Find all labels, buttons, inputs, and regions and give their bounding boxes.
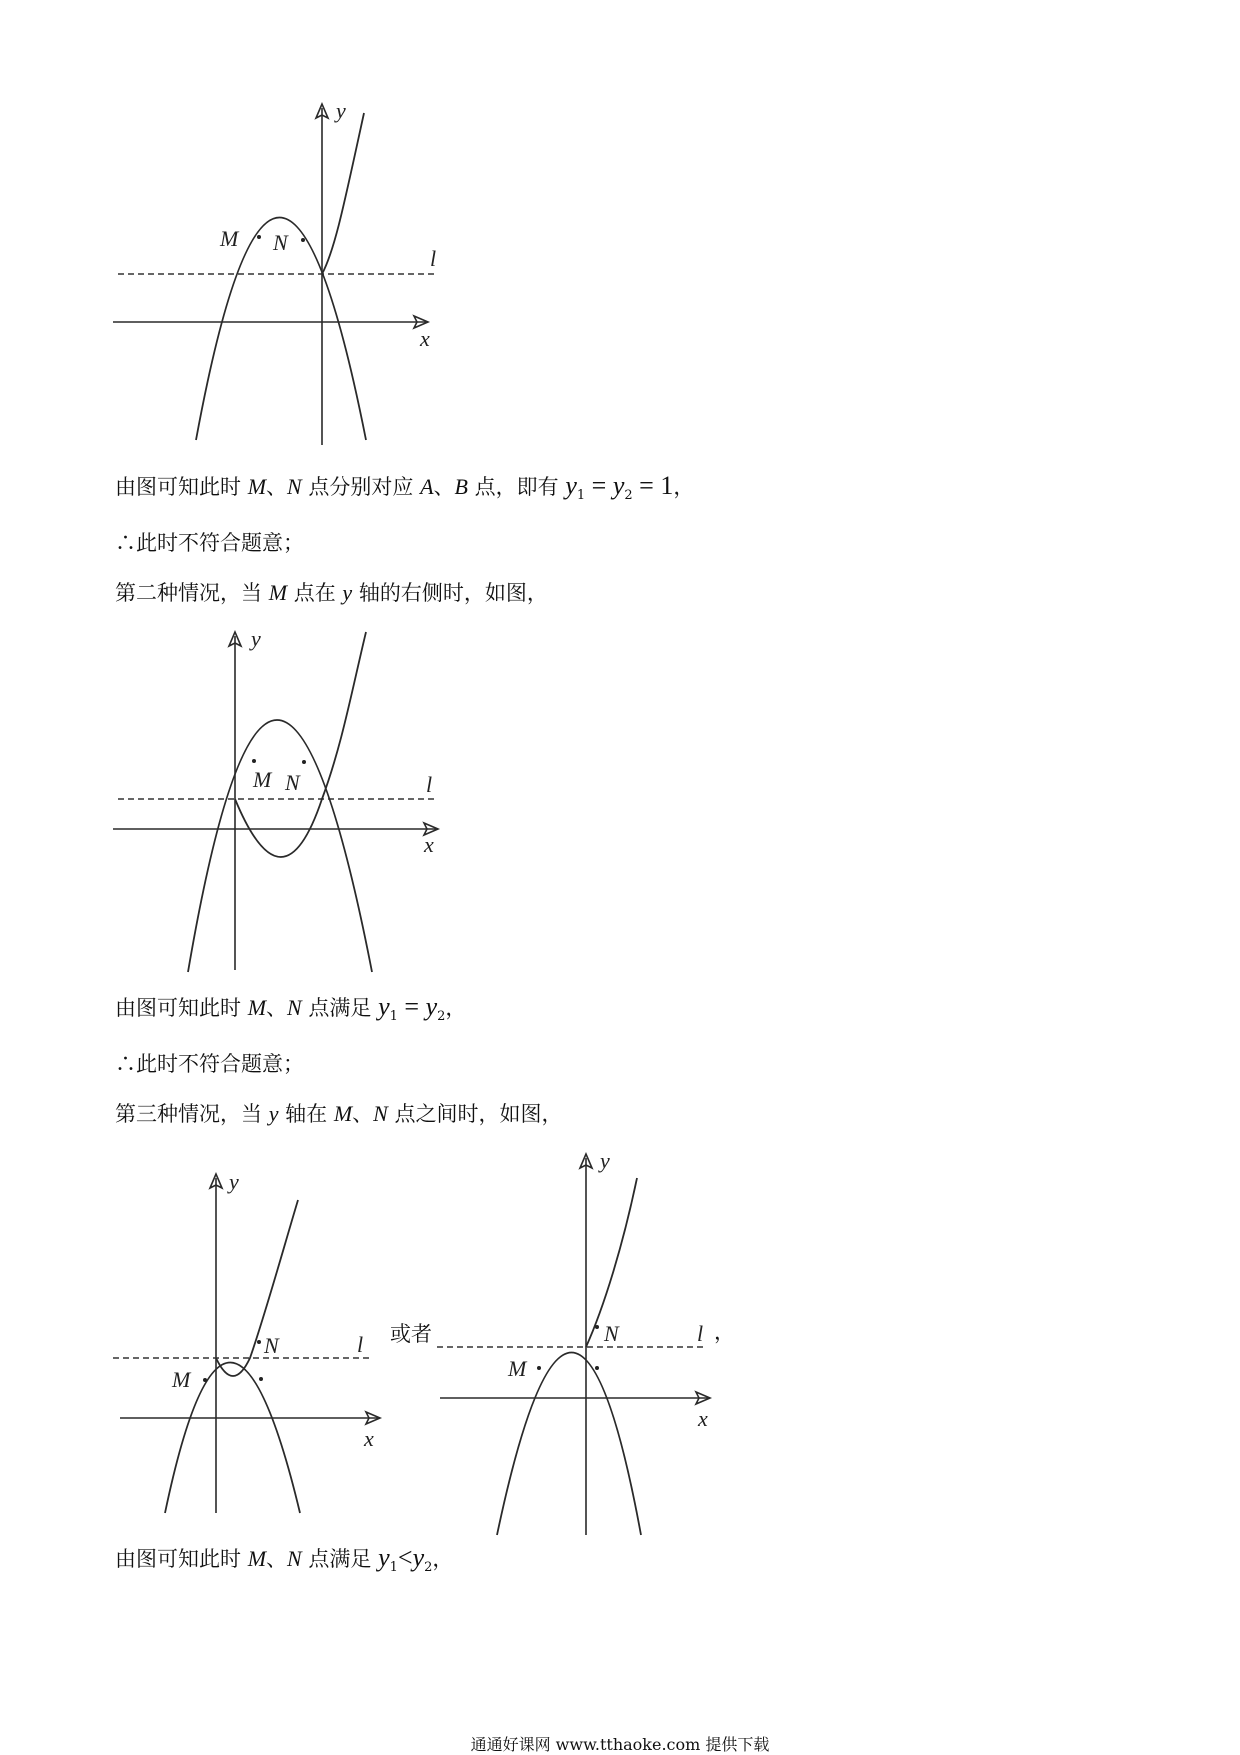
figure-1-graph [113, 98, 438, 445]
text-line-1: 由图可知此时 M、N 点分别对应 A、B 点，即有 $y_1 = y_2 = 1$， [115, 471, 695, 503]
figure-3a-graph [113, 1169, 380, 1513]
x-axis-label: x [424, 832, 434, 857]
x-axis-label: x [420, 326, 430, 351]
point-n-label: N [604, 1321, 619, 1346]
text-line-5: ∴此时不符合题意； [115, 1052, 304, 1076]
point-m-label: M [508, 1356, 527, 1381]
y-axis-label: y [336, 98, 346, 123]
footer-text: 通通好课网 www.tthaoke.com 提供下载 [470, 1735, 770, 1754]
comma-text: ， [714, 1320, 735, 1344]
line-l-label: l [426, 772, 433, 797]
line-l-label: l [697, 1321, 704, 1346]
y-axis-label: y [229, 1169, 239, 1194]
or-text: 或者 [390, 1322, 432, 1346]
x-axis-label: x [364, 1426, 374, 1451]
x-axis-label: x [698, 1406, 708, 1431]
line-l-label: l [430, 246, 437, 271]
point-n-label: N [273, 230, 288, 255]
text-line-3: 第二种情况，当 M 点在 y 轴的右侧时，如图， [115, 580, 548, 605]
point-m-label: M [172, 1367, 191, 1392]
point-m-label: M [220, 226, 239, 251]
line-l-label: l [357, 1332, 364, 1357]
y-axis-label: y [251, 626, 261, 651]
figure-3b-graph [437, 1148, 710, 1535]
point-n-label: N [285, 770, 300, 795]
y-axis-label: y [600, 1148, 610, 1173]
text-line-7: 由图可知此时 M、N 点满足 $y_1<y_2$， [115, 1543, 454, 1575]
point-m-label: M [253, 767, 272, 792]
text-line-2: ∴此时不符合题意； [115, 531, 304, 555]
figure-2-graph [113, 626, 438, 972]
text-line-6: 第三种情况，当 y 轴在 M、N 点之间时，如图， [115, 1101, 563, 1126]
text-line-4: 由图可知此时 M、N 点满足 $y_1 = y_2$， [115, 992, 467, 1024]
point-n-label: N [264, 1333, 279, 1358]
